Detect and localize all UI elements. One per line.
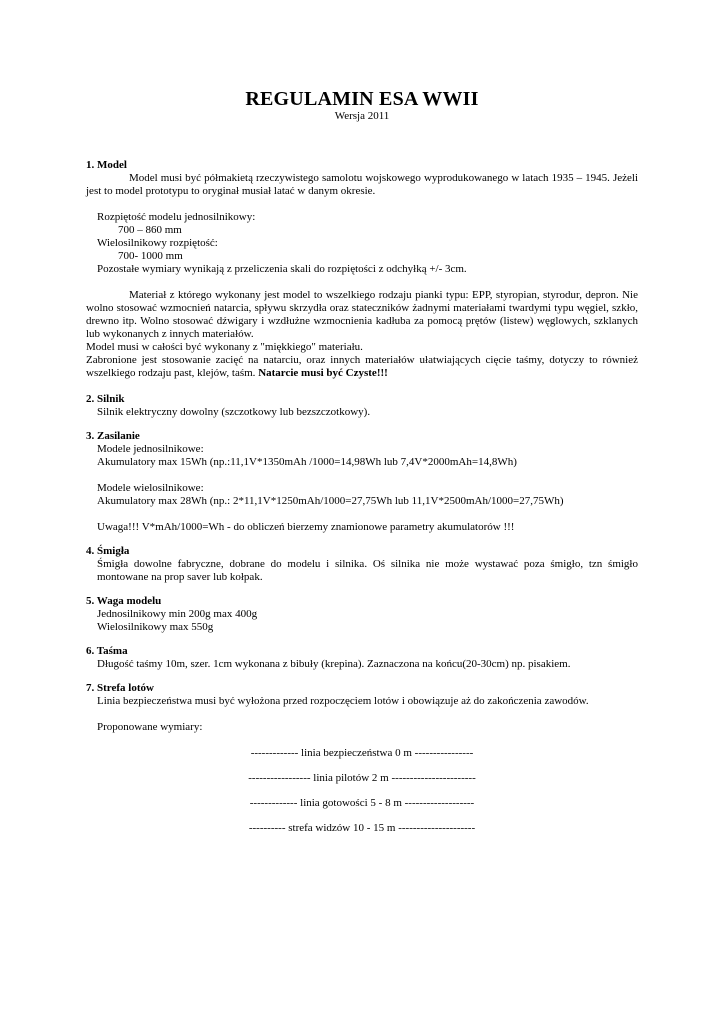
section-heading: 7. Strefa lotów — [86, 682, 154, 694]
span-other: Pozostałe wymiary wynikają z przeliczenia skali do rozpiętości z odchyłką +/- 3cm. — [97, 263, 467, 275]
zone-text: Linia bezpieczeństwa musi być wyłożona przed rozpoczęciem lotów i obowiązuje aż do zakończenia zawodów. — [97, 695, 589, 707]
section-power — [86, 430, 638, 534]
material-paragraph: Materiał z którego wykonany jest model to wszelkiego rodzaju pianki typu: EPP, styropian, styrodur, depron. Nie wolno stosować wzmocnień natarcia, spływu skrzydła oraz stateczników żadnymi materiałami twardymi typu węgiel, szkło, drewno itp. Wolno stosować dźwigary i wzdłużne wzmocnienia kadłuba za pomocą prętów (listew) węglowych, szklanych lub wykonanych z innych materiałów. — [86, 289, 638, 340]
power-single-text: Akumulatory max 15Wh (np.:11,1V*1350mAh /1000=14,98Wh lub 7,4V*2000mAh=14,8Wh) — [97, 456, 517, 468]
weight-single: Jednosilnikowy min 200g max 400g — [97, 608, 258, 620]
span-single-value: 700 – 860 mm — [118, 224, 182, 236]
section-heading: 6. Taśma — [86, 645, 128, 657]
section-heading: 2. Silnik — [86, 393, 125, 405]
tape-text: Długość taśmy 10m, szer. 1cm wykonana z bibuły (krepina). Zaznaczona na końcu(20-30cm) np. pisakiem. — [97, 658, 571, 670]
material-forbidden-text: Zabronione jest stosowanie zacięć na natarciu, oraz innych materiałów ułatwiających cięcie taśmy, dotyczy to również wszelkiego rodzaju past, klejów, taśm. — [86, 354, 638, 379]
span-multi-label: Wielosilnikowy rozpiętość: — [97, 237, 218, 249]
section-weight — [86, 595, 638, 634]
model-intro: Model musi być półmakietą rzeczywistego samolotu wojskowego wyprodukowanego w latach 1935 – 1945. Jeżeli jest to model prototypu to oryginał musiał latać w danym okresie. — [86, 172, 638, 197]
power-single-label: Modele jednosilnikowe: — [97, 443, 204, 455]
zone-line-spectators: ---------- strefa widzów 10 - 15 m --------------------- — [248, 822, 476, 834]
span-single-label: Rozpiętość modelu jednosilnikowy: — [97, 211, 256, 223]
document-body — [86, 159, 638, 835]
section-heading: 5. Waga modelu — [86, 595, 162, 607]
zone-proposed: Proponowane wymiary: — [97, 721, 203, 733]
zone-line-pilots: ----------------- linia pilotów 2 m ----------------------- — [248, 772, 476, 784]
section-engine — [86, 393, 638, 419]
zone-line-ready: ------------- linia gotowości 5 - 8 m ------------------- — [249, 797, 475, 809]
section-heading: 4. Śmigła — [86, 545, 130, 557]
zone-line-safety: ------------- linia bezpieczeństwa 0 m ---------------- — [250, 747, 474, 759]
section-props — [86, 545, 638, 584]
material-soft: Model musi w całości być wykonany z "miękkiego" materiału. — [86, 341, 363, 353]
engine-text: Silnik elektryczny dowolny (szczotkowy lub bezszczotkowy). — [97, 406, 371, 418]
power-note: Uwaga!!! V*mAh/1000=Wh - do obliczeń bierzemy znamionowe parametry akumulatorów !!! — [97, 521, 515, 533]
version-label: Wersja 2011 — [334, 110, 390, 122]
weight-multi: Wielosilnikowy max 550g — [97, 621, 214, 633]
material-forbidden-bold: Natarcie musi być Czyste!!! — [258, 367, 388, 379]
power-multi-label: Modele wielosilnikowe: — [97, 482, 204, 494]
props-text: Śmigła dowolne fabryczne, dobrane do modelu i silnika. Oś silnika nie może wystawać poza śmigło, tzn śmigło montowane na prop saver lub kołpak. — [97, 558, 638, 583]
span-multi-value: 700- 1000 mm — [118, 250, 183, 262]
page-title: REGULAMIN ESA WWII — [245, 88, 479, 110]
section-tape — [86, 645, 638, 671]
section-model — [86, 159, 638, 380]
material-forbidden — [86, 354, 638, 380]
power-multi-text: Akumulatory max 28Wh (np.: 2*11,1V*1250mAh/1000=27,75Wh lub 11,1V*2500mAh/1000=27,75Wh) — [97, 495, 564, 507]
section-heading: 3. Zasilanie — [86, 430, 140, 442]
section-heading: 1. Model — [86, 159, 127, 171]
section-zone — [86, 682, 638, 835]
